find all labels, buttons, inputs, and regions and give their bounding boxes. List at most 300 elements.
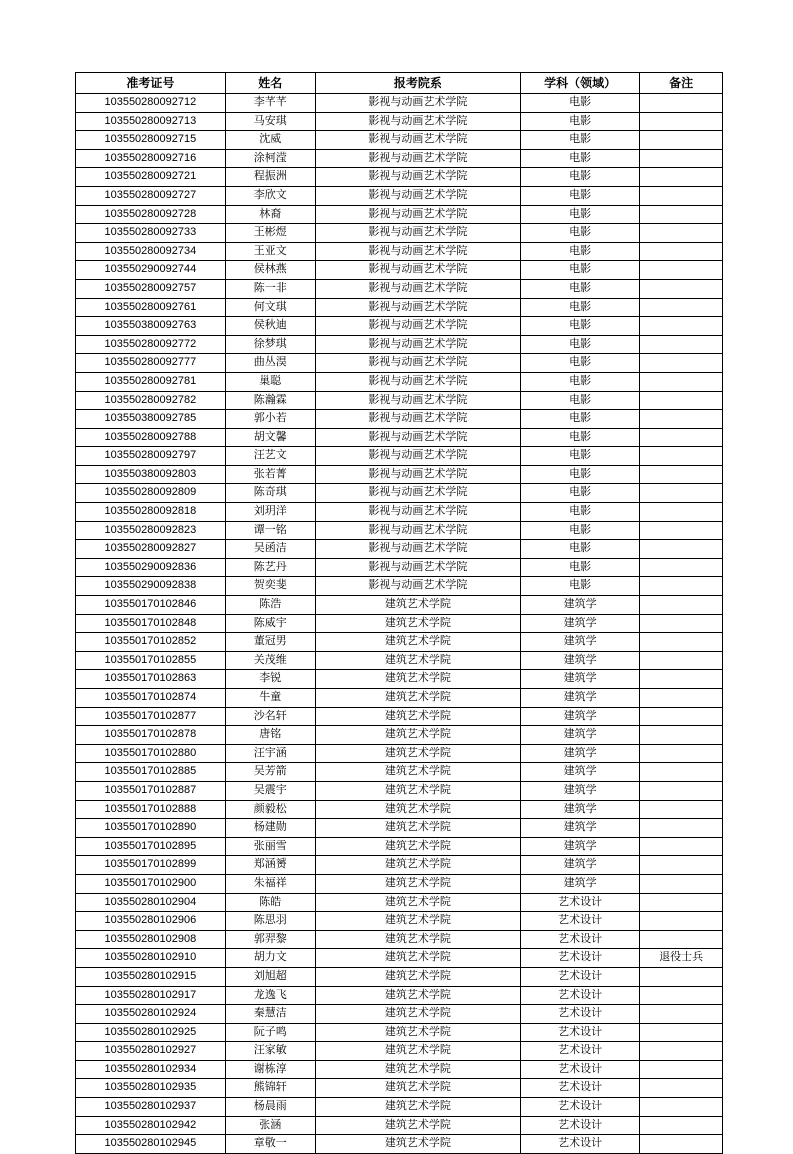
cell-remark: [640, 149, 723, 168]
cell-discipline: 电影: [520, 503, 639, 522]
cell-remark: [640, 596, 723, 615]
cell-discipline: 建筑学: [520, 819, 639, 838]
cell-name: 沙名轩: [225, 707, 315, 726]
cell-remark: [640, 800, 723, 819]
table-row: [76, 298, 723, 317]
table-row: [76, 465, 723, 484]
cell-remark: [640, 1042, 723, 1061]
cell-discipline: 建筑学: [520, 763, 639, 782]
cell-department: 建筑艺术学院: [315, 800, 520, 819]
cell-name: 熊锦轩: [225, 1079, 315, 1098]
cell-name: 郑涵赟: [225, 856, 315, 875]
cell-exam-number: 103550170102895: [76, 837, 226, 856]
column-header-exam-number: 准考证号: [76, 73, 226, 94]
cell-name: 巢聪: [225, 372, 315, 391]
cell-exam-number: 103550170102878: [76, 726, 226, 745]
cell-discipline: 艺术设计: [520, 986, 639, 1005]
cell-discipline: 艺术设计: [520, 1079, 639, 1098]
table-row: [76, 893, 723, 912]
cell-discipline: 建筑学: [520, 837, 639, 856]
table-row: [76, 1116, 723, 1135]
table-row: [76, 819, 723, 838]
cell-name: 颜毅松: [225, 800, 315, 819]
cell-exam-number: 103550280092733: [76, 224, 226, 243]
cell-department: 建筑艺术学院: [315, 763, 520, 782]
table-row: [76, 521, 723, 540]
cell-remark: [640, 633, 723, 652]
cell-remark: [640, 372, 723, 391]
cell-remark: [640, 242, 723, 261]
cell-exam-number: 103550280102910: [76, 949, 226, 968]
cell-discipline: 电影: [520, 335, 639, 354]
cell-department: 影视与动画艺术学院: [315, 391, 520, 410]
cell-exam-number: 103550170102846: [76, 596, 226, 615]
cell-exam-number: 103550280102906: [76, 912, 226, 931]
table-row: [76, 596, 723, 615]
cell-remark: [640, 912, 723, 931]
cell-department: 建筑艺术学院: [315, 689, 520, 708]
cell-remark: [640, 726, 723, 745]
cell-discipline: 建筑学: [520, 633, 639, 652]
cell-remark: [640, 819, 723, 838]
cell-discipline: 电影: [520, 540, 639, 559]
cell-remark: [640, 540, 723, 559]
cell-remark: [640, 298, 723, 317]
candidate-roster-table: [75, 72, 723, 1154]
table-row: [76, 168, 723, 187]
cell-name: 李芊芊: [225, 94, 315, 113]
cell-department: 影视与动画艺术学院: [315, 205, 520, 224]
cell-discipline: 艺术设计: [520, 1098, 639, 1117]
cell-department: 建筑艺术学院: [315, 670, 520, 689]
cell-department: 建筑艺术学院: [315, 949, 520, 968]
cell-exam-number: 103550290092744: [76, 261, 226, 280]
cell-exam-number: 103550280092818: [76, 503, 226, 522]
table-row: [76, 577, 723, 596]
cell-remark: [640, 447, 723, 466]
cell-exam-number: 103550170102885: [76, 763, 226, 782]
cell-discipline: 建筑学: [520, 670, 639, 689]
table-row: [76, 131, 723, 150]
table-row: [76, 707, 723, 726]
cell-name: 王彬煜: [225, 224, 315, 243]
cell-remark: 退役士兵: [640, 949, 723, 968]
table-row: [76, 317, 723, 336]
cell-exam-number: 103550280092712: [76, 94, 226, 113]
cell-department: 建筑艺术学院: [315, 744, 520, 763]
cell-name: 汪家敏: [225, 1042, 315, 1061]
cell-exam-number: 103550280102915: [76, 967, 226, 986]
cell-exam-number: 103550290092838: [76, 577, 226, 596]
cell-department: 影视与动画艺术学院: [315, 577, 520, 596]
cell-remark: [640, 651, 723, 670]
cell-discipline: 电影: [520, 484, 639, 503]
table-row: [76, 112, 723, 131]
cell-exam-number: 103550280092713: [76, 112, 226, 131]
cell-department: 影视与动画艺术学院: [315, 242, 520, 261]
cell-name: 侯秋迪: [225, 317, 315, 336]
cell-name: 陈一非: [225, 279, 315, 298]
cell-exam-number: 103550280102904: [76, 893, 226, 912]
cell-discipline: 电影: [520, 317, 639, 336]
cell-exam-number: 103550380092803: [76, 465, 226, 484]
cell-name: 杨建勋: [225, 819, 315, 838]
table-row: [76, 1023, 723, 1042]
cell-department: 建筑艺术学院: [315, 1042, 520, 1061]
cell-remark: [640, 279, 723, 298]
cell-exam-number: 103550170102874: [76, 689, 226, 708]
cell-exam-number: 103550280092734: [76, 242, 226, 261]
cell-department: 建筑艺术学院: [315, 1098, 520, 1117]
cell-exam-number: 103550170102890: [76, 819, 226, 838]
cell-department: 建筑艺术学院: [315, 986, 520, 1005]
header-row: [76, 73, 723, 94]
table-row: [76, 335, 723, 354]
cell-discipline: 电影: [520, 94, 639, 113]
cell-remark: [640, 317, 723, 336]
cell-remark: [640, 1135, 723, 1154]
table-row: [76, 447, 723, 466]
cell-discipline: 建筑学: [520, 707, 639, 726]
cell-name: 郭羿黎: [225, 930, 315, 949]
cell-discipline: 建筑学: [520, 781, 639, 800]
cell-department: 影视与动画艺术学院: [315, 484, 520, 503]
cell-name: 程振洲: [225, 168, 315, 187]
cell-name: 谢栋淳: [225, 1060, 315, 1079]
cell-department: 影视与动画艺术学院: [315, 317, 520, 336]
cell-exam-number: 103550280092727: [76, 186, 226, 205]
cell-name: 张若菁: [225, 465, 315, 484]
table-row: [76, 149, 723, 168]
cell-department: 建筑艺术学院: [315, 930, 520, 949]
cell-department: 影视与动画艺术学院: [315, 540, 520, 559]
table-row: [76, 689, 723, 708]
cell-department: 影视与动画艺术学院: [315, 447, 520, 466]
table-row: [76, 205, 723, 224]
cell-department: 影视与动画艺术学院: [315, 94, 520, 113]
cell-department: 建筑艺术学院: [315, 726, 520, 745]
cell-name: 王亚文: [225, 242, 315, 261]
cell-discipline: 建筑学: [520, 651, 639, 670]
table-row: [76, 1135, 723, 1154]
cell-name: 汪宇涵: [225, 744, 315, 763]
cell-exam-number: 103550280102937: [76, 1098, 226, 1117]
cell-discipline: 电影: [520, 279, 639, 298]
cell-exam-number: 103550280092782: [76, 391, 226, 410]
cell-remark: [640, 335, 723, 354]
cell-discipline: 电影: [520, 410, 639, 429]
cell-name: 董冠男: [225, 633, 315, 652]
cell-department: 影视与动画艺术学院: [315, 372, 520, 391]
cell-name: 关茂维: [225, 651, 315, 670]
cell-exam-number: 103550280092721: [76, 168, 226, 187]
table-row: [76, 986, 723, 1005]
cell-remark: [640, 763, 723, 782]
cell-discipline: 建筑学: [520, 800, 639, 819]
cell-exam-number: 103550170102880: [76, 744, 226, 763]
table-row: [76, 540, 723, 559]
cell-department: 影视与动画艺术学院: [315, 168, 520, 187]
cell-department: 建筑艺术学院: [315, 1135, 520, 1154]
cell-department: 影视与动画艺术学院: [315, 298, 520, 317]
cell-name: 吴震宇: [225, 781, 315, 800]
cell-remark: [640, 707, 723, 726]
cell-remark: [640, 224, 723, 243]
cell-exam-number: 103550280092827: [76, 540, 226, 559]
cell-name: 陈艺丹: [225, 558, 315, 577]
cell-department: 建筑艺术学院: [315, 596, 520, 615]
table-row: [76, 242, 723, 261]
cell-remark: [640, 521, 723, 540]
cell-exam-number: 103550280102942: [76, 1116, 226, 1135]
cell-department: 建筑艺术学院: [315, 1079, 520, 1098]
cell-exam-number: 103550170102863: [76, 670, 226, 689]
table-row: [76, 391, 723, 410]
cell-name: 吴芳箭: [225, 763, 315, 782]
cell-discipline: 建筑学: [520, 596, 639, 615]
cell-name: 刘玥洋: [225, 503, 315, 522]
cell-remark: [640, 1023, 723, 1042]
cell-name: 刘旭超: [225, 967, 315, 986]
cell-remark: [640, 261, 723, 280]
cell-exam-number: 103550280092823: [76, 521, 226, 540]
cell-remark: [640, 614, 723, 633]
cell-department: 建筑艺术学院: [315, 651, 520, 670]
cell-exam-number: 103550290092836: [76, 558, 226, 577]
cell-name: 侯林燕: [225, 261, 315, 280]
cell-discipline: 建筑学: [520, 744, 639, 763]
table-row: [76, 261, 723, 280]
cell-remark: [640, 205, 723, 224]
cell-department: 影视与动画艺术学院: [315, 354, 520, 373]
cell-discipline: 电影: [520, 242, 639, 261]
table-row: [76, 670, 723, 689]
cell-discipline: 电影: [520, 354, 639, 373]
cell-exam-number: 103550280092728: [76, 205, 226, 224]
cell-exam-number: 103550170102852: [76, 633, 226, 652]
cell-department: 建筑艺术学院: [315, 633, 520, 652]
table-row: [76, 837, 723, 856]
table-row: [76, 558, 723, 577]
table-row: [76, 279, 723, 298]
cell-exam-number: 103550280092761: [76, 298, 226, 317]
cell-discipline: 建筑学: [520, 856, 639, 875]
cell-discipline: 电影: [520, 168, 639, 187]
cell-department: 建筑艺术学院: [315, 1023, 520, 1042]
cell-department: 建筑艺术学院: [315, 967, 520, 986]
cell-name: 徐梦琪: [225, 335, 315, 354]
cell-exam-number: 103550280102925: [76, 1023, 226, 1042]
cell-name: 郭小若: [225, 410, 315, 429]
table-row: [76, 428, 723, 447]
cell-remark: [640, 874, 723, 893]
cell-department: 建筑艺术学院: [315, 819, 520, 838]
cell-exam-number: 103550280102917: [76, 986, 226, 1005]
cell-department: 建筑艺术学院: [315, 856, 520, 875]
cell-name: 李欣文: [225, 186, 315, 205]
cell-remark: [640, 781, 723, 800]
cell-remark: [640, 428, 723, 447]
cell-remark: [640, 168, 723, 187]
cell-discipline: 电影: [520, 112, 639, 131]
cell-discipline: 艺术设计: [520, 930, 639, 949]
table-row: [76, 781, 723, 800]
cell-exam-number: 103550280092797: [76, 447, 226, 466]
cell-exam-number: 103550280092788: [76, 428, 226, 447]
cell-exam-number: 103550170102900: [76, 874, 226, 893]
cell-name: 陈瀚霖: [225, 391, 315, 410]
cell-remark: [640, 689, 723, 708]
cell-name: 陈思羽: [225, 912, 315, 931]
cell-remark: [640, 112, 723, 131]
cell-department: 影视与动画艺术学院: [315, 335, 520, 354]
table-row: [76, 1042, 723, 1061]
cell-remark: [640, 1079, 723, 1098]
cell-name: 陈浩: [225, 596, 315, 615]
cell-department: 影视与动画艺术学院: [315, 503, 520, 522]
cell-exam-number: 103550280102934: [76, 1060, 226, 1079]
cell-discipline: 电影: [520, 521, 639, 540]
cell-name: 张丽雪: [225, 837, 315, 856]
cell-remark: [640, 1116, 723, 1135]
cell-department: 建筑艺术学院: [315, 1116, 520, 1135]
cell-exam-number: 103550280092716: [76, 149, 226, 168]
column-header-name: 姓名: [225, 73, 315, 94]
cell-discipline: 艺术设计: [520, 1116, 639, 1135]
cell-name: 贺奕斐: [225, 577, 315, 596]
cell-exam-number: 103550280102945: [76, 1135, 226, 1154]
cell-discipline: 艺术设计: [520, 893, 639, 912]
table-row: [76, 874, 723, 893]
cell-exam-number: 103550280102908: [76, 930, 226, 949]
cell-department: 影视与动画艺术学院: [315, 261, 520, 280]
table-header: [76, 73, 723, 94]
cell-department: 影视与动画艺术学院: [315, 224, 520, 243]
cell-exam-number: 103550280092715: [76, 131, 226, 150]
cell-remark: [640, 856, 723, 875]
table-row: [76, 503, 723, 522]
cell-department: 建筑艺术学院: [315, 781, 520, 800]
cell-discipline: 电影: [520, 205, 639, 224]
cell-remark: [640, 503, 723, 522]
cell-exam-number: 103550170102848: [76, 614, 226, 633]
cell-discipline: 电影: [520, 131, 639, 150]
cell-remark: [640, 893, 723, 912]
table-row: [76, 186, 723, 205]
cell-remark: [640, 1098, 723, 1117]
cell-discipline: 电影: [520, 186, 639, 205]
column-header-department: 报考院系: [315, 73, 520, 94]
cell-discipline: 艺术设计: [520, 967, 639, 986]
cell-name: 陈威宇: [225, 614, 315, 633]
table-row: [76, 763, 723, 782]
table-row: [76, 744, 723, 763]
table-row: [76, 930, 723, 949]
cell-exam-number: 103550170102887: [76, 781, 226, 800]
cell-name: 朱福祥: [225, 874, 315, 893]
cell-discipline: 艺术设计: [520, 912, 639, 931]
cell-exam-number: 103550280092757: [76, 279, 226, 298]
cell-name: 胡力文: [225, 949, 315, 968]
cell-name: 沈威: [225, 131, 315, 150]
table-row: [76, 726, 723, 745]
table-row: [76, 614, 723, 633]
cell-name: 张涵: [225, 1116, 315, 1135]
cell-discipline: 电影: [520, 391, 639, 410]
cell-remark: [640, 967, 723, 986]
cell-name: 牛童: [225, 689, 315, 708]
cell-remark: [640, 1060, 723, 1079]
table-row: [76, 484, 723, 503]
cell-discipline: 艺术设计: [520, 1135, 639, 1154]
cell-exam-number: 103550280092809: [76, 484, 226, 503]
cell-department: 影视与动画艺术学院: [315, 149, 520, 168]
cell-department: 影视与动画艺术学院: [315, 131, 520, 150]
cell-discipline: 建筑学: [520, 689, 639, 708]
cell-name: 龙逸飞: [225, 986, 315, 1005]
cell-discipline: 建筑学: [520, 614, 639, 633]
table-body: [76, 94, 723, 1154]
cell-remark: [640, 1005, 723, 1024]
cell-discipline: 艺术设计: [520, 949, 639, 968]
table-row: [76, 1098, 723, 1117]
cell-name: 陈奇琪: [225, 484, 315, 503]
cell-name: 何文琪: [225, 298, 315, 317]
cell-department: 影视与动画艺术学院: [315, 465, 520, 484]
table-row: [76, 1060, 723, 1079]
cell-remark: [640, 354, 723, 373]
cell-discipline: 电影: [520, 558, 639, 577]
cell-remark: [640, 577, 723, 596]
cell-department: 建筑艺术学院: [315, 874, 520, 893]
cell-discipline: 电影: [520, 428, 639, 447]
cell-discipline: 建筑学: [520, 874, 639, 893]
cell-name: 杨晨雨: [225, 1098, 315, 1117]
table-row: [76, 372, 723, 391]
cell-department: 影视与动画艺术学院: [315, 428, 520, 447]
cell-department: 建筑艺术学院: [315, 1060, 520, 1079]
cell-remark: [640, 744, 723, 763]
cell-remark: [640, 837, 723, 856]
cell-remark: [640, 484, 723, 503]
cell-department: 影视与动画艺术学院: [315, 186, 520, 205]
cell-department: 建筑艺术学院: [315, 1005, 520, 1024]
cell-remark: [640, 558, 723, 577]
cell-discipline: 电影: [520, 372, 639, 391]
table-row: [76, 1079, 723, 1098]
cell-remark: [640, 94, 723, 113]
cell-remark: [640, 131, 723, 150]
cell-exam-number: 103550280102935: [76, 1079, 226, 1098]
cell-discipline: 电影: [520, 149, 639, 168]
cell-name: 陈皓: [225, 893, 315, 912]
cell-name: 胡文馨: [225, 428, 315, 447]
cell-name: 汪艺文: [225, 447, 315, 466]
table-row: [76, 967, 723, 986]
cell-department: 建筑艺术学院: [315, 837, 520, 856]
cell-exam-number: 103550380092785: [76, 410, 226, 429]
cell-name: 李锐: [225, 670, 315, 689]
table-row: [76, 354, 723, 373]
cell-remark: [640, 986, 723, 1005]
cell-department: 影视与动画艺术学院: [315, 410, 520, 429]
cell-exam-number: 103550280102924: [76, 1005, 226, 1024]
cell-name: 阮子鸣: [225, 1023, 315, 1042]
cell-remark: [640, 930, 723, 949]
cell-name: 秦慧洁: [225, 1005, 315, 1024]
cell-name: 章敬一: [225, 1135, 315, 1154]
cell-exam-number: 103550170102899: [76, 856, 226, 875]
